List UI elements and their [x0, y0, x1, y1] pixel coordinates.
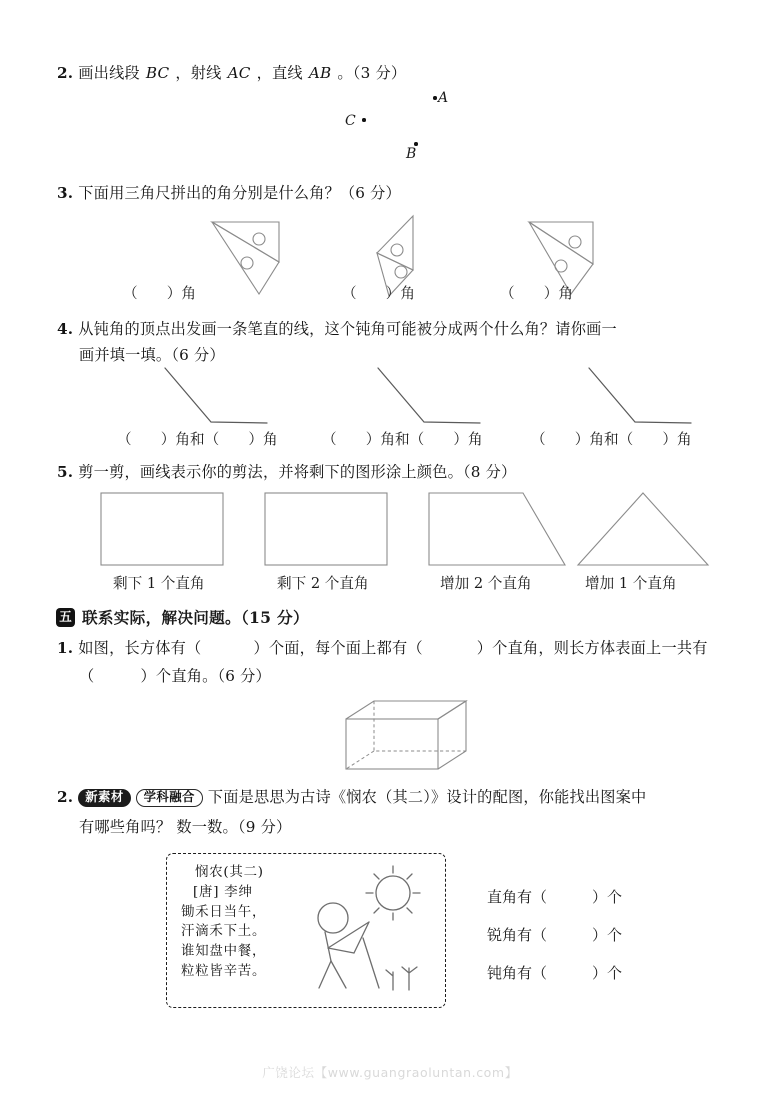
poem-illustration-card — [166, 853, 446, 1008]
question-3-text — [57, 182, 401, 206]
poem-line-1: 锄禾日当午， — [181, 904, 267, 920]
obtuse-angle-1 — [165, 368, 267, 423]
obtuse-angle-count-answer[interactable]: 钝角有（ ）个 — [487, 964, 623, 982]
segment-bc-label: BC — [145, 64, 170, 82]
crop-sprouts — [386, 967, 417, 990]
point-a-label: A — [438, 90, 449, 106]
question-2-text — [57, 62, 406, 86]
poem-line-3: 谁知盘中餐， — [181, 944, 267, 960]
sun-icon — [366, 866, 420, 920]
cut-shapes-group — [57, 489, 747, 567]
cuboid-svg — [338, 697, 478, 775]
s5-question-1-line1 — [57, 637, 708, 661]
s5-q1-text-b: ）个面，每个面上都有（ — [253, 639, 423, 657]
question-3-number: 3. — [57, 184, 74, 202]
tag-subject-fusion: 学科融合 — [136, 789, 203, 807]
acute-angle-count-answer[interactable]: 锐角有（ ）个 — [487, 926, 623, 944]
question-5-text — [57, 461, 516, 485]
question-4-text-line2 — [79, 344, 225, 368]
question-2-number: 2. — [57, 64, 74, 82]
poem-art-svg — [301, 860, 441, 1002]
question-4-answer-2[interactable]: （ ）角和（ ）角 — [322, 431, 483, 448]
question-4-answer-1[interactable]: （ ）角和（ ）角 — [117, 431, 278, 448]
obtuse-angle-2 — [378, 368, 480, 423]
s5-question-2-line1 — [57, 786, 646, 810]
question-4-answers — [57, 428, 747, 452]
question-3-prompt: 下面用三角尺拼出的角分别是什么角？（6 分） — [78, 184, 401, 202]
question-5-prompt: 剪一剪，画线表示你的剪法，并将剩下的图形涂上颜色。（8 分） — [78, 463, 517, 481]
right-angle-count-answer[interactable]: 直角有（ ）个 — [487, 888, 623, 906]
point-b-dot — [414, 142, 418, 146]
question-4-answer-3[interactable]: （ ）角和（ ）角 — [531, 431, 692, 448]
shape-rectangle-1 — [101, 493, 223, 565]
s5-question-1-line2 — [79, 665, 271, 689]
question-4-number: 4. — [57, 320, 74, 338]
question-5-label-3: 增加 2 个直角 — [440, 575, 532, 592]
poem-text-block — [181, 863, 301, 982]
question-2-text-a: 画出线段 — [78, 64, 140, 82]
question-5-label-1: 剩下 1 个直角 — [113, 575, 205, 592]
question-3-answer-3[interactable]: （ ）角 — [500, 285, 573, 302]
obtuse-angle-3 — [589, 368, 691, 423]
poem-line-4: 粒粒皆辛苦。 — [181, 964, 267, 980]
s5-q2-prompt-b: 有哪些角吗？ 数一数。（9 分） — [79, 818, 292, 836]
section-five-badge: 五 — [56, 608, 75, 627]
point-b-label: B — [406, 146, 417, 162]
poem-line-2: 汗滴禾下土。 — [181, 924, 267, 940]
question-3-answer-2[interactable]: （ ）角 — [342, 285, 415, 302]
point-c-dot — [362, 118, 366, 122]
question-5-figures — [57, 489, 747, 567]
question-2-points-area — [300, 90, 560, 170]
question-3-answer-1[interactable]: （ ）角 — [123, 285, 196, 302]
line-ab-label: AB — [308, 64, 332, 82]
obtuse-angles-group — [57, 366, 737, 428]
footer-watermark: 广饶论坛【www.guangraoluntan.com】 — [262, 1065, 518, 1080]
question-2-text-b: ，射线 — [175, 64, 222, 82]
section-five-header — [56, 606, 309, 628]
s5-question-1-number: 1. — [57, 639, 74, 657]
s5-question-2-line2 — [79, 816, 291, 840]
s5-q1-text-c: ）个直角，则长方体表面上一共有 — [476, 639, 708, 657]
section-five-title: 联系实际，解决问题。（15 分） — [82, 608, 309, 627]
question-4-text-line1 — [57, 318, 617, 342]
question-4-prompt-b: 画并填一填。（6 分） — [79, 346, 225, 364]
s5-q1-text-d[interactable]: （ ）个直角。（6 分） — [79, 667, 271, 685]
poem-author: [唐] 李绅 — [193, 884, 253, 900]
shape-trapezoid — [429, 493, 565, 565]
poem-title: 悯农(其二) — [195, 865, 264, 880]
question-4-figures — [57, 366, 737, 428]
s5-q2-prompt-a: 下面是思思为古诗《悯农（其二）》设计的配图，你能找出图案中 — [207, 788, 647, 806]
tag-new-material: 新素材 — [78, 789, 130, 807]
s5-question-2-number: 2. — [57, 788, 74, 806]
question-5-labels — [57, 572, 757, 596]
s5-q1-text-a: 如图，长方体有（ — [78, 639, 202, 657]
point-c-label: C — [345, 113, 356, 129]
cuboid-figure — [338, 697, 478, 775]
point-a-dot — [433, 96, 437, 100]
shape-triangle — [578, 493, 708, 565]
question-5-label-4: 增加 1 个直角 — [585, 575, 677, 592]
question-2-text-c: ，直线 — [256, 64, 303, 82]
question-5-number: 5. — [57, 463, 74, 481]
farmer-figure — [318, 903, 379, 988]
s5-question-2-answers — [487, 890, 622, 1004]
poem-artwork — [301, 860, 441, 1002]
ray-ac-label: AC — [227, 64, 251, 82]
question-4-prompt-a: 从钝角的顶点出发画一条笔直的线，这个钝角可能被分成两个什么角？请你画一 — [78, 320, 617, 338]
question-2-text-d: 。（3 分） — [337, 64, 407, 82]
question-3-answers — [57, 282, 717, 306]
question-5-label-2: 剩下 2 个直角 — [277, 575, 369, 592]
shape-rectangle-2 — [265, 493, 387, 565]
